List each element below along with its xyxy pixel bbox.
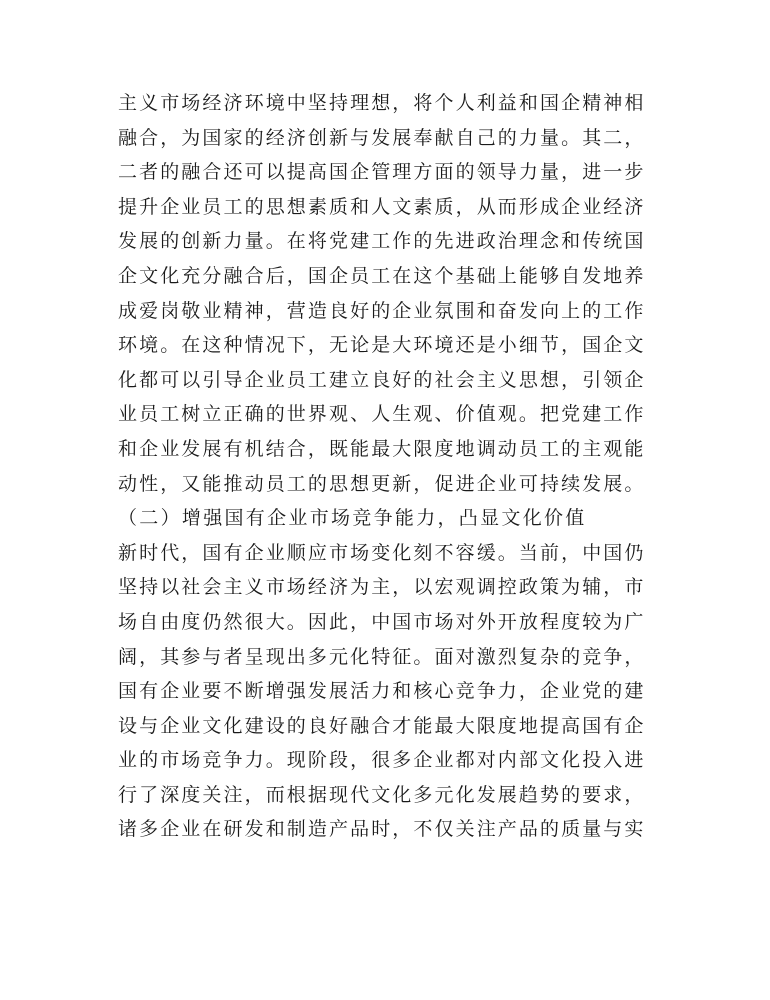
text-line: 国有企业要不断增强发展活力和核心竞争力，企业党的建 xyxy=(118,680,646,703)
text-line: 融合，为国家的经济创新与发展奉献自己的力量。其二， xyxy=(118,126,646,149)
text-line: 发展的创新力量。在将党建工作的先进政治理念和传统国 xyxy=(118,230,646,253)
text-line: 阔，其参与者呈现出多元化特征。面对激烈复杂的竞争， xyxy=(118,645,646,668)
text-line: 和企业发展有机结合，既能最大限度地调动员工的主观能 xyxy=(118,437,646,460)
text-line: 行了深度关注，而根据现代文化多元化发展趋势的要求， xyxy=(118,783,646,806)
text-line: 新时代，国有企业顺应市场变化刻不容缓。当前，中国仍 xyxy=(118,541,646,564)
text-line: 主义市场经济环境中坚持理想，将个人利益和国企精神相 xyxy=(118,92,646,114)
text-line: 二者的融合还可以提高国企管理方面的领导力量，进一步 xyxy=(118,161,646,184)
text-line: 坚持以社会主义市场经济为主，以宏观调控政策为辅，市 xyxy=(118,576,646,599)
text-line: 成爱岗敬业精神，营造良好的企业氛围和奋发向上的工作 xyxy=(118,299,646,322)
text-line: 业员工树立正确的世界观、人生观、价值观。把党建工作 xyxy=(118,403,646,426)
text-line: 诸多企业在研发和制造产品时，不仅关注产品的质量与实 xyxy=(118,818,646,841)
text-line: 提升企业员工的思想素质和人文素质，从而形成企业经济 xyxy=(118,195,646,218)
text-line: 设与企业文化建设的良好融合才能最大限度地提高国有企 xyxy=(118,714,646,737)
text-line: 环境。在这种情况下，无论是大环境还是小细节，国企文 xyxy=(118,334,646,357)
text-line: 化都可以引导企业员工建立良好的社会主义思想，引领企 xyxy=(118,368,646,391)
text-line: 场自由度仍然很大。因此，中国市场对外开放程度较为广 xyxy=(118,610,646,633)
section-heading: （二）增强国有企业市场竞争能力，凸显文化价值 xyxy=(118,507,587,530)
body-text xyxy=(118,86,646,847)
text-line: 动性，又能推动员工的思想更新，促进企业可持续发展。 xyxy=(118,472,646,495)
text-line: 业的市场竞争力。现阶段，很多企业都对内部文化投入进 xyxy=(118,749,646,772)
text-line: 企文化充分融合后，国企员工在这个基础上能够自发地养 xyxy=(118,264,646,287)
